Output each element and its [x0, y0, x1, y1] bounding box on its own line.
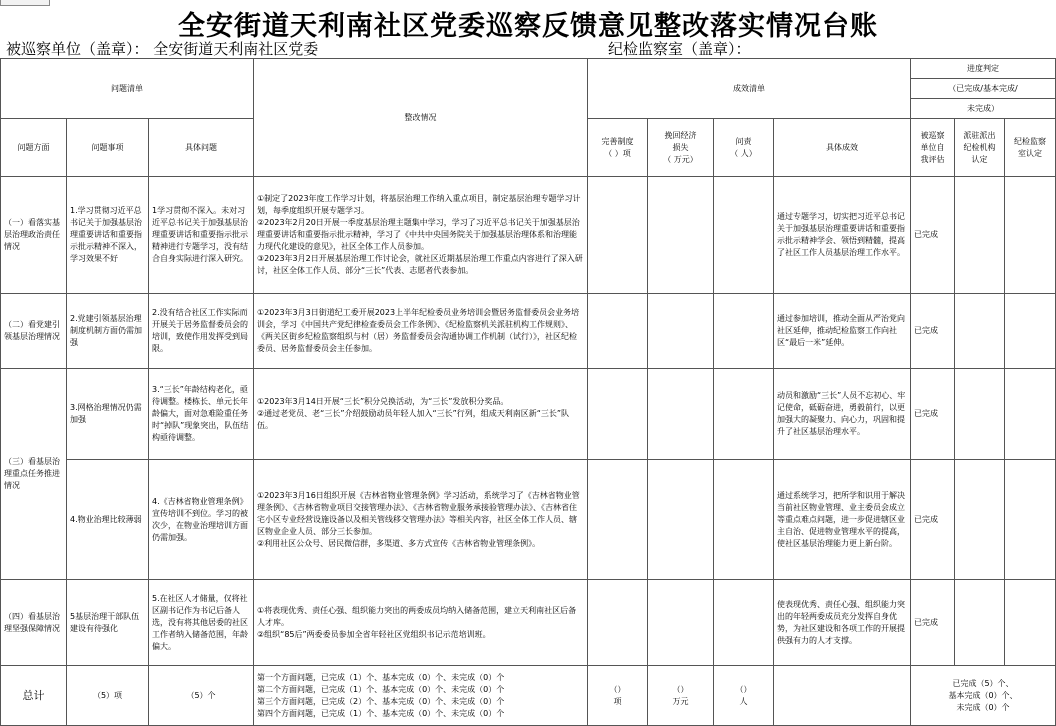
- detail-cell: 3.“三长”年龄结构老化，亟待调整。楼栋长、单元长年龄偏大，面对急难险重任务时“掉队”现象突出，队伍结构亟待调整。: [149, 369, 254, 460]
- detail-cell: 5.在社区人才储量，仅将社区副书记作为书记后备人选，没有将其他居委的社区工作者纳入储备范围，年龄偏大。: [149, 580, 254, 666]
- total-systems-unit: 项: [613, 696, 622, 706]
- table-row: [1, 294, 1056, 369]
- self-eval-cell: 已完成: [911, 294, 955, 369]
- progress-options: （已完成/基本完成/: [911, 79, 1056, 99]
- rectification-cell: ①将表现优秀、责任心强、组织能力突出的两委成员均纳入储备范围，建立天利南社区后备人才库。 ②组织“85后”两委委员参加全省年轻社区党组织书记示范培训班。: [254, 580, 588, 666]
- item-cell: 4.物业治理比较薄弱: [67, 460, 149, 580]
- accountable-cell: [714, 580, 774, 666]
- economic-header: 挽回经济 损失 （ 万元）: [648, 119, 714, 177]
- total-systems: [588, 666, 648, 726]
- total-rectification: 第一个方面问题，已完成（1）个、基本完成（0）个、未完成（0）个 第二个方面问题，已完成（1）个、基本完成（0）个、未完成（0）个 第三个方面问题，已完成（2）个、基本完成（0）个、未完成（0）个 第四个方面问题，已完成（1）个、基本完成（0）个、未完成（0）个: [254, 666, 588, 726]
- group-eval-header: 派驻派出 纪检机构 认定: [955, 119, 1005, 177]
- systems-cell: [588, 369, 648, 460]
- detail-header: 具体问题: [149, 119, 254, 177]
- accountable-cell: [714, 460, 774, 580]
- group-eval-cell: [955, 294, 1005, 369]
- specific-result-header: 具体成效: [774, 119, 911, 177]
- group-eval-cell: [955, 580, 1005, 666]
- results-list-header: 成效清单: [588, 59, 911, 119]
- item-cell: 3.网格治理情况仍需加强: [67, 369, 149, 460]
- systems-cell: [588, 294, 648, 369]
- total-accountable: [714, 666, 774, 726]
- group-eval-cell: [955, 177, 1005, 294]
- total-label: 总计: [1, 666, 67, 726]
- result-cell: 通过参加培训，推动全面从严治党向社区延伸，推动纪检监察工作向社区“最后一米”延伸。: [774, 294, 911, 369]
- result-cell: 通过系统学习，把所学和识用于解决当前社区物业管理、业主委员会成立等重点难点问题，进一步促进辖区业主自治、促进物业管理水平的提高，使社区基层治理能力更上新台阶。: [774, 460, 911, 580]
- systems-cell: [588, 177, 648, 294]
- office-eval-cell: [1005, 294, 1056, 369]
- page-title: 全安街道天利南社区党委巡察反馈意见整改落实情况台账: [178, 11, 878, 42]
- group-eval-cell: [955, 369, 1005, 460]
- total-acc-paren: （）: [735, 684, 752, 694]
- item-cell: 1.学习贯彻习近平总书记关于加强基层治理重要讲话和重要指示批示精神不深入，学习效果不好: [67, 177, 149, 294]
- total-items: （5）项: [67, 666, 149, 726]
- office-eval-cell: [1005, 177, 1056, 294]
- economic-cell: [648, 580, 714, 666]
- total-details: （5）个: [149, 666, 254, 726]
- office-eval-header: 纪检监察 室认定: [1005, 119, 1056, 177]
- economic-cell: [648, 294, 714, 369]
- self-eval-cell: 已完成: [911, 369, 955, 460]
- rectification-cell: ①2023年3月14日开展“三长”积分兑换活动，为“三长”发放积分奖品。 ②通过老党员、老“三长”介绍鼓励动员年轻人加入“三长”行列，组成天利南区新“三长”队伍。: [254, 369, 588, 460]
- systems-cell: [588, 580, 648, 666]
- total-result: [774, 666, 911, 726]
- item-cell: 2.党建引领基层治理制度机制方面仍需加强: [67, 294, 149, 369]
- economic-cell: [648, 177, 714, 294]
- discipline-office-label: 纪检监察室（盖章）：: [608, 40, 751, 58]
- aspect-cell: （四）看基层治理坚强保障情况: [1, 580, 67, 666]
- aspect-cell: （三）看基层治理重点任务推进情况: [1, 369, 67, 580]
- detail-cell: 1学习贯彻不深入。未对习近平总书记关于加强基层治理重要讲话和重要指示批示精神进行专题学习，没有结合自身实际进行深入研究。: [149, 177, 254, 294]
- systems-header: 完善制度 （ ）项: [588, 119, 648, 177]
- progress-options-2: 未完成）: [911, 99, 1056, 119]
- self-eval-header: 被巡察 单位自 我评估: [911, 119, 955, 177]
- office-eval-cell: [1005, 369, 1056, 460]
- total-econ-unit: 万元: [672, 696, 689, 706]
- accountable-cell: [714, 369, 774, 460]
- economic-cell: [648, 369, 714, 460]
- problem-list-header: 问题清单: [1, 59, 254, 119]
- self-eval-cell: 已完成: [911, 460, 955, 580]
- table-row: [1, 369, 1056, 460]
- systems-cell: [588, 460, 648, 580]
- aspect-header: 问题方面: [1, 119, 67, 177]
- table-row: [1, 177, 1056, 294]
- total-progress: 已完成（5）个、 基本完成（0）个、 未完成（0）个: [911, 666, 1056, 726]
- office-eval-cell: [1005, 580, 1056, 666]
- economic-cell: [648, 460, 714, 580]
- total-systems-paren: （）: [609, 684, 626, 694]
- ledger-table: [0, 58, 1055, 725]
- accountable-header: 问责 （ 人）: [714, 119, 774, 177]
- inspected-unit-label: 被巡察单位（盖章）： 全安街道天利南社区党委: [6, 40, 319, 58]
- result-cell: 使表现优秀、责任心强、组织能力突出的年轻两委成员充分发挥自身优势，为社区建设和各项工作的开展提供强有力的人才支撑。: [774, 580, 911, 666]
- detail-cell: 4.《吉林省物业管理条例》宣传培训不到位。学习的被次少，在物业治理培训方面仍需加强。: [149, 460, 254, 580]
- detail-cell: 2.没有结合社区工作实际而开展关于居务监督委员会的培训，致使作用发挥受到局限。: [149, 294, 254, 369]
- rectification-cell: ①制定了2023年度工作学习计划，将基层治理工作纳入重点项目，制定基层治理专题学习计划，每季度组织开展专题学习。 ②2023年2月20日开展一季度基层治理主题集中学习，学习了习近平总书记关于加强基层治理重要讲话和重要指示批示精神，学习了《中共中央国务院关于加强基层治理体系和治理能力现代化建设的意见》，社区全体工作人员参加。 ③2023年3月2日开展基层治理工作讨论会，就社区近期基层治理工作重点内容进行了深入研讨，社区全体工作人员、部分“三长”代表、志愿者代表参加。: [254, 177, 588, 294]
- result-cell: 通过专题学习，切实把习近平总书记关于加强基层治理重要讲话和重要指示批示精神学会、领悟到精髓，提高了社区工作人员基层治理工作水平。: [774, 177, 911, 294]
- total-row: [1, 666, 1056, 726]
- rectification-cell: ①2023年3月3日街道纪工委开展2023上半年纪检委员业务培训会暨居务监督委员会业务培训会，学习《中国共产党纪律检查委员会工作条例》、《纪检监察机关派驻机构工作规则》、《两关区街乡纪检监察组织与村（居）务监督委员会沟通协调工作机制（试行）》，社区纪检委员、居务监督委员会主任参加。: [254, 294, 588, 369]
- office-eval-cell: [1005, 460, 1056, 580]
- progress-header: 进度判定: [911, 59, 1056, 79]
- group-eval-cell: [955, 460, 1005, 580]
- total-economic: [648, 666, 714, 726]
- item-header: 问题事项: [67, 119, 149, 177]
- self-eval-cell: 已完成: [911, 177, 955, 294]
- result-cell: 动员和激励“三长”人员不忘初心、牢记使命，砥砺奋进，勇毅前行，以更加强大的凝聚力、向心力，巩固和提升了社区基层治理水平。: [774, 369, 911, 460]
- item-cell: 5基层治理干部队伍建设有待强化: [67, 580, 149, 666]
- total-econ-paren: （）: [672, 684, 689, 694]
- aspect-cell: （一）看落实基层治理政治责任情况: [1, 177, 67, 294]
- table-row: [1, 460, 1056, 580]
- accountable-cell: [714, 294, 774, 369]
- aspect-cell: （二）看党建引领基层治理情况: [1, 294, 67, 369]
- rectification-header: 整改情况: [254, 59, 588, 177]
- accountable-cell: [714, 177, 774, 294]
- table-row: [1, 580, 1056, 666]
- self-eval-cell: 已完成: [911, 580, 955, 666]
- total-acc-unit: 人: [739, 696, 748, 706]
- rectification-cell: ①2023年3月16日组织开展《吉林省物业管理条例》学习活动，系统学习了《吉林省物业管理条例》、《吉林省物业项目交接管理办法》、《吉林省物业服务承接验管理办法》、《吉林省住宅小区专业经营设施设备以及相关管线移交管理办法》等相关内容，社区全体工作人员、辖区物业企业人员、部分三长参加。 ②利用社区公众号、居民微信群，多渠道、多方式宣传《吉林省物业管理条例》。: [254, 460, 588, 580]
